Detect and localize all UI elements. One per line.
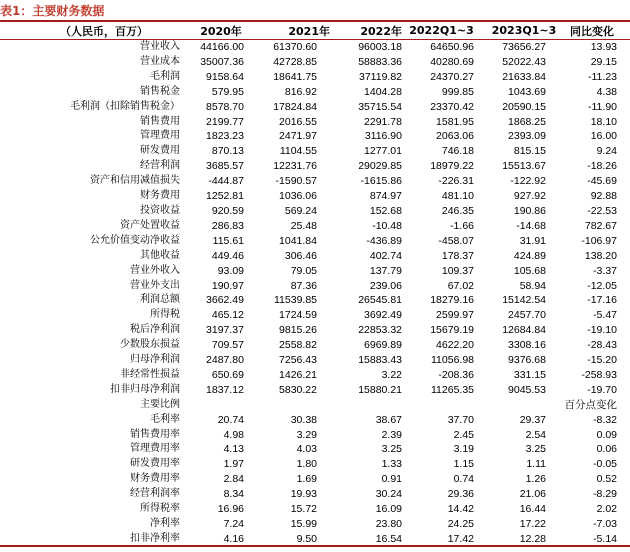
row-label: 管理费用率 <box>130 443 180 455</box>
table-row <box>0 383 630 398</box>
value-2023q1-3: 21.06 <box>519 488 546 501</box>
value-2021: 12231.76 <box>273 160 317 173</box>
value-yoy-change: 29.15 <box>590 55 617 68</box>
value-2020: 8.34 <box>223 488 244 501</box>
table-row <box>0 174 630 189</box>
value-2022q1-3: 37.70 <box>447 413 474 426</box>
value-2022q1-3: 17.42 <box>447 532 474 545</box>
value-2021: 1.80 <box>296 458 317 471</box>
value-2021: 569.24 <box>284 204 317 217</box>
table-row <box>0 428 630 443</box>
value-2022: 22853.32 <box>358 324 402 337</box>
value-yoy-change: 92.88 <box>590 190 617 203</box>
value-2022: 2291.78 <box>364 115 402 128</box>
value-2022q1-3: 1581.95 <box>436 115 474 128</box>
value-2023q1-3: 21633.84 <box>502 70 546 83</box>
value-yoy-change: -11.90 <box>588 100 617 113</box>
value-2023q1-3: 2457.70 <box>508 309 546 322</box>
value-yoy-change: 9.24 <box>596 145 617 158</box>
value-2021: 816.92 <box>284 85 317 98</box>
value-2020: 709.57 <box>211 339 244 352</box>
value-2022q1-3: 24.25 <box>447 518 474 530</box>
value-yoy-change: -8.32 <box>593 413 617 426</box>
header-col-2022: 2022年 <box>360 24 402 38</box>
value-yoy-change: -5.14 <box>593 532 617 545</box>
header-col-2022q1-3: 2022Q1~3 <box>409 24 474 37</box>
table-row <box>0 55 630 70</box>
value-2023q1-3: 3.25 <box>525 443 546 456</box>
value-2022q1-3: -208.36 <box>438 368 474 381</box>
value-2023q1-3: 331.15 <box>513 368 546 381</box>
row-label: 销售税金 <box>140 85 180 97</box>
financial-table-body <box>0 40 630 547</box>
row-label: 所得税 <box>150 309 180 321</box>
value-2022q1-3: 746.18 <box>441 145 474 158</box>
value-2020: 3197.37 <box>206 324 244 337</box>
value-yoy-change: -18.26 <box>587 160 617 173</box>
value-2020: 4.16 <box>223 532 244 545</box>
value-2022q1-3: 3.19 <box>453 443 474 456</box>
value-2020: 8578.70 <box>206 100 244 113</box>
value-2021: 11539.85 <box>273 294 317 307</box>
value-2022: -1615.86 <box>360 175 402 188</box>
value-yoy-change: 百分点变化 <box>564 398 617 411</box>
value-2021: 19.93 <box>290 488 317 501</box>
value-2022q1-3: 999.85 <box>441 85 474 98</box>
value-2022: 15880.21 <box>358 383 402 396</box>
table-row <box>0 413 630 428</box>
value-2020: 9158.64 <box>206 70 244 83</box>
value-yoy-change: -3.37 <box>593 264 617 277</box>
table-row <box>0 70 630 85</box>
value-yoy-change: 4.38 <box>596 85 617 98</box>
value-2022q1-3: 64650.96 <box>430 41 474 53</box>
value-2021: 306.46 <box>284 249 317 262</box>
value-2022: 3.25 <box>381 443 402 456</box>
row-label: 净利率 <box>150 518 180 529</box>
row-label: 扣非净利率 <box>130 532 180 544</box>
value-2022: 29029.85 <box>358 160 402 173</box>
value-2022q1-3: 4622.20 <box>436 339 474 352</box>
value-2022: 96003.18 <box>358 41 402 53</box>
table-title: 表1：主要财务数据 <box>0 4 105 18</box>
table-row <box>0 457 630 472</box>
table-row <box>0 189 630 204</box>
value-2021: 42728.85 <box>273 55 317 68</box>
row-label: 营业成本 <box>140 55 180 67</box>
value-yoy-change: 0.09 <box>596 428 617 441</box>
row-label: 营业外收入 <box>130 264 180 276</box>
value-2020: 2.84 <box>223 473 244 486</box>
value-yoy-change: -8.29 <box>593 488 617 501</box>
table-row <box>0 442 630 457</box>
value-2021: 1426.21 <box>279 368 317 381</box>
value-2022: 1277.01 <box>364 145 402 158</box>
value-2021: 1036.06 <box>279 190 317 203</box>
value-2022: 35715.54 <box>358 100 402 113</box>
value-2022q1-3: 2599.97 <box>436 309 474 322</box>
table-row <box>0 502 630 517</box>
table-row <box>0 234 630 249</box>
value-2020: 4.13 <box>223 443 244 456</box>
table-row <box>0 338 630 353</box>
value-2023q1-3: 1.26 <box>525 473 546 486</box>
value-2020: -444.87 <box>208 175 244 188</box>
table-row <box>0 249 630 264</box>
row-label: 扣非归母净利润 <box>110 383 180 395</box>
value-2022q1-3: 18279.16 <box>430 294 474 307</box>
value-2020: 3685.57 <box>206 160 244 173</box>
value-2023q1-3: 1043.69 <box>508 85 546 98</box>
value-2022q1-3: 0.74 <box>453 473 474 486</box>
row-label: 其他收益 <box>140 249 180 261</box>
value-2022: 3692.49 <box>364 309 402 322</box>
bottom-rule <box>0 545 630 547</box>
value-2021: 3.29 <box>296 428 317 441</box>
value-2022: 0.91 <box>381 473 402 486</box>
value-2022: -10.48 <box>372 219 402 232</box>
value-2020: 20.74 <box>217 413 244 426</box>
value-2022: 2.39 <box>381 428 402 441</box>
value-2021: 15.72 <box>290 503 317 516</box>
value-2023q1-3: 190.86 <box>513 204 546 217</box>
table-row <box>0 40 630 55</box>
value-2023q1-3: 815.15 <box>513 145 546 158</box>
row-label: 毛利率 <box>150 413 180 425</box>
value-2022: -436.89 <box>366 234 402 247</box>
value-yoy-change: -19.10 <box>587 324 617 337</box>
row-label: 研发费用 <box>140 145 180 157</box>
value-2022: 239.06 <box>369 279 402 292</box>
row-label: 所得税率 <box>140 503 180 515</box>
value-2022q1-3: -458.07 <box>438 234 474 247</box>
value-2020: 920.59 <box>211 204 244 217</box>
table-row <box>0 85 630 100</box>
header-col-2020: 2020年 <box>200 24 242 38</box>
row-label: 财务费用 <box>140 190 180 202</box>
value-2022q1-3: 15679.19 <box>430 324 474 337</box>
value-2022q1-3: 67.02 <box>447 279 474 292</box>
value-2021: 30.38 <box>290 413 317 426</box>
value-2021: 1041.84 <box>279 234 317 247</box>
row-label: 投资收益 <box>140 204 180 216</box>
value-yoy-change: -45.69 <box>587 175 617 188</box>
row-label: 财务费用率 <box>130 473 180 485</box>
value-2023q1-3: 927.92 <box>513 190 546 203</box>
value-2022: 3.22 <box>381 368 402 381</box>
value-2020: 16.96 <box>217 503 244 516</box>
value-2022: 3116.90 <box>364 130 402 143</box>
value-2020: 2487.80 <box>206 354 244 367</box>
value-2020: 190.97 <box>211 279 244 292</box>
value-yoy-change: 18.10 <box>590 115 617 128</box>
value-yoy-change: 138.20 <box>584 249 617 262</box>
table-row <box>0 323 630 338</box>
value-2022q1-3: 24370.27 <box>430 70 474 83</box>
value-2023q1-3: -122.92 <box>510 175 546 188</box>
row-label: 非经常性损益 <box>120 368 180 380</box>
table-row <box>0 472 630 487</box>
value-2023q1-3: -14.68 <box>516 219 546 232</box>
value-2020: 870.13 <box>211 145 244 158</box>
value-yoy-change: -22.53 <box>587 204 617 217</box>
row-label: 毛利润（扣除销售税金） <box>70 100 180 112</box>
table-row <box>0 115 630 130</box>
value-2022q1-3: 1.15 <box>453 458 474 471</box>
value-yoy-change: -7.03 <box>593 518 617 530</box>
value-2022q1-3: 2063.06 <box>436 130 474 143</box>
value-yoy-change: 2.02 <box>596 503 617 516</box>
value-2020: 1.97 <box>223 458 244 471</box>
value-2022: 137.79 <box>369 264 402 277</box>
value-2022q1-3: 246.35 <box>441 204 474 217</box>
table-row <box>0 517 630 532</box>
value-2021: 9815.26 <box>279 324 317 337</box>
value-2022: 26545.81 <box>358 294 402 307</box>
table-row <box>0 129 630 144</box>
value-2020: 115.61 <box>212 234 244 247</box>
value-2022q1-3: 29.36 <box>447 488 474 501</box>
value-2022: 1.33 <box>381 458 402 471</box>
value-2023q1-3: 16.44 <box>519 503 546 516</box>
value-2022: 16.54 <box>375 532 402 545</box>
value-2022: 402.74 <box>369 249 402 262</box>
value-yoy-change: -15.20 <box>587 354 617 367</box>
value-2020: 286.83 <box>211 219 244 232</box>
value-2023q1-3: 15142.54 <box>502 294 546 307</box>
row-label: 少数股东损益 <box>120 339 180 351</box>
value-2022q1-3: 2.45 <box>453 428 474 441</box>
value-2023q1-3: 12.28 <box>519 532 546 545</box>
value-yoy-change: 16.00 <box>590 130 617 143</box>
value-2021: 1104.55 <box>279 145 317 158</box>
value-yoy-change: -28.43 <box>587 339 617 352</box>
table-row <box>0 293 630 308</box>
value-2023q1-3: 1868.25 <box>508 115 546 128</box>
value-2023q1-3: 3308.16 <box>508 339 546 352</box>
row-label: 资产和信用减值损失 <box>90 175 180 187</box>
value-2021: 79.05 <box>290 264 317 277</box>
value-yoy-change: -11.23 <box>588 70 617 83</box>
value-yoy-change: -5.47 <box>593 309 617 322</box>
row-label: 营业外支出 <box>130 279 180 291</box>
value-2022: 23.80 <box>375 518 402 530</box>
value-2022q1-3: 11056.98 <box>430 354 474 367</box>
value-2021: -1590.57 <box>275 175 317 188</box>
row-label: 公允价值变动净收益 <box>90 234 180 246</box>
value-2023q1-3: 2393.09 <box>508 130 546 143</box>
value-2022q1-3: -1.66 <box>450 219 474 232</box>
row-label: 销售费用率 <box>130 428 180 440</box>
value-2022: 152.68 <box>369 204 402 217</box>
value-2022q1-3: 23370.42 <box>430 100 474 113</box>
table-row <box>0 398 630 413</box>
value-2020: 35007.36 <box>200 55 244 68</box>
value-2020: 449.46 <box>211 249 244 262</box>
value-2020: 44166.00 <box>200 41 244 53</box>
value-yoy-change: 782.67 <box>584 219 617 232</box>
table-row <box>0 279 630 294</box>
row-label: 营业收入 <box>140 41 180 52</box>
value-2021: 1.69 <box>296 473 317 486</box>
table-row <box>0 144 630 159</box>
value-yoy-change: 0.52 <box>596 473 617 486</box>
value-yoy-change: -19.70 <box>587 383 617 396</box>
row-label: 资产处置收益 <box>120 219 180 231</box>
value-yoy-change: -12.05 <box>587 279 617 292</box>
value-2020: 579.95 <box>211 85 244 98</box>
value-2023q1-3: 424.89 <box>513 249 546 262</box>
row-label: 毛利润 <box>150 70 180 82</box>
value-2023q1-3: 20590.15 <box>502 100 546 113</box>
value-2023q1-3: 9045.53 <box>508 383 546 396</box>
value-yoy-change: -258.93 <box>581 368 617 381</box>
row-label: 管理费用 <box>140 130 180 142</box>
row-label: 经营利润 <box>140 160 180 172</box>
value-2021: 7256.43 <box>279 354 317 367</box>
table-row <box>0 308 630 323</box>
header-unit-label: （人民币，百万） <box>60 24 148 38</box>
table-row <box>0 159 630 174</box>
value-2021: 2558.82 <box>279 339 317 352</box>
value-2020: 465.12 <box>211 309 244 322</box>
row-label: 利润总额 <box>140 294 180 306</box>
value-2023q1-3: 29.37 <box>519 413 546 426</box>
value-2020: 1837.12 <box>206 383 244 396</box>
value-2022: 1404.28 <box>364 85 402 98</box>
value-2023q1-3: 31.91 <box>519 234 546 247</box>
table-row <box>0 204 630 219</box>
value-2020: 650.69 <box>211 368 244 381</box>
table-row <box>0 264 630 279</box>
row-label: 经营利润率 <box>130 488 180 500</box>
value-2023q1-3: 2.54 <box>525 428 546 441</box>
value-2023q1-3: 15513.67 <box>502 160 546 173</box>
table-row <box>0 368 630 383</box>
value-2021: 2471.97 <box>279 130 317 143</box>
value-2020: 1252.81 <box>206 190 244 203</box>
value-2022: 15883.43 <box>358 354 402 367</box>
value-2022q1-3: 178.37 <box>441 249 474 262</box>
value-2020: 4.98 <box>223 428 244 441</box>
header-col-2023q1-3: 2023Q1~3 <box>491 24 557 37</box>
value-yoy-change: -0.05 <box>593 458 617 471</box>
value-2022: 6969.89 <box>364 339 402 352</box>
row-label: 研发费用率 <box>130 458 180 470</box>
value-2021: 9.50 <box>296 532 317 545</box>
value-2020: 3662.49 <box>206 294 244 307</box>
value-2020: 93.09 <box>217 264 244 277</box>
header-col-yoy-change: 同比变化 <box>570 24 614 38</box>
value-2022: 37119.82 <box>358 70 402 83</box>
header-unit-cell <box>30 22 178 39</box>
value-yoy-change: 13.93 <box>590 41 617 53</box>
row-label: 销售费用 <box>140 115 180 127</box>
header-col-2021: 2021年 <box>288 24 330 38</box>
value-2023q1-3: 73656.27 <box>502 41 546 53</box>
value-2020: 1823.23 <box>206 130 244 143</box>
value-2022: 16.09 <box>375 503 402 516</box>
value-2021: 17824.84 <box>273 100 317 113</box>
row-label: 归母净利润 <box>130 354 180 366</box>
value-2023q1-3: 9376.68 <box>508 354 546 367</box>
value-2021: 4.03 <box>296 443 317 456</box>
value-2022q1-3: 11265.35 <box>430 383 474 396</box>
table-row <box>0 487 630 502</box>
value-2023q1-3: 105.68 <box>513 264 546 277</box>
value-2023q1-3: 58.94 <box>519 279 546 292</box>
value-2023q1-3: 12684.84 <box>502 324 546 337</box>
value-2021: 25.48 <box>290 219 317 232</box>
value-2021: 61370.60 <box>273 41 317 53</box>
value-2022: 30.24 <box>375 488 402 501</box>
value-2020: 2199.77 <box>206 115 244 128</box>
value-2021: 2016.55 <box>279 115 317 128</box>
value-2021: 5830.22 <box>279 383 317 396</box>
value-yoy-change: -17.16 <box>587 294 617 307</box>
value-yoy-change: -106.97 <box>581 234 617 247</box>
value-2021: 18641.75 <box>273 70 317 83</box>
value-2023q1-3: 17.22 <box>519 518 546 530</box>
value-2023q1-3: 52022.43 <box>502 55 546 68</box>
value-2021: 87.36 <box>290 279 317 292</box>
row-label: 主要比例 <box>140 398 180 410</box>
value-2022: 874.97 <box>369 190 402 203</box>
value-yoy-change: 0.06 <box>596 443 617 456</box>
value-2022q1-3: 40280.69 <box>430 55 474 68</box>
table-row <box>0 219 630 234</box>
value-2021: 15.99 <box>290 518 317 530</box>
value-2021: 1724.59 <box>279 309 317 322</box>
value-2023q1-3: 1.11 <box>526 458 546 471</box>
table-row <box>0 353 630 368</box>
value-2022q1-3: 481.10 <box>441 190 474 203</box>
value-2020: 7.24 <box>223 518 244 530</box>
value-2022: 38.67 <box>375 413 402 426</box>
row-label: 税后净利润 <box>130 324 180 336</box>
table-row <box>0 100 630 115</box>
value-2022q1-3: 109.37 <box>441 264 474 277</box>
value-2022q1-3: -226.31 <box>438 175 474 188</box>
value-2022q1-3: 14.42 <box>447 503 474 516</box>
value-2022q1-3: 18979.22 <box>430 160 474 173</box>
value-2022: 58883.36 <box>358 55 402 68</box>
